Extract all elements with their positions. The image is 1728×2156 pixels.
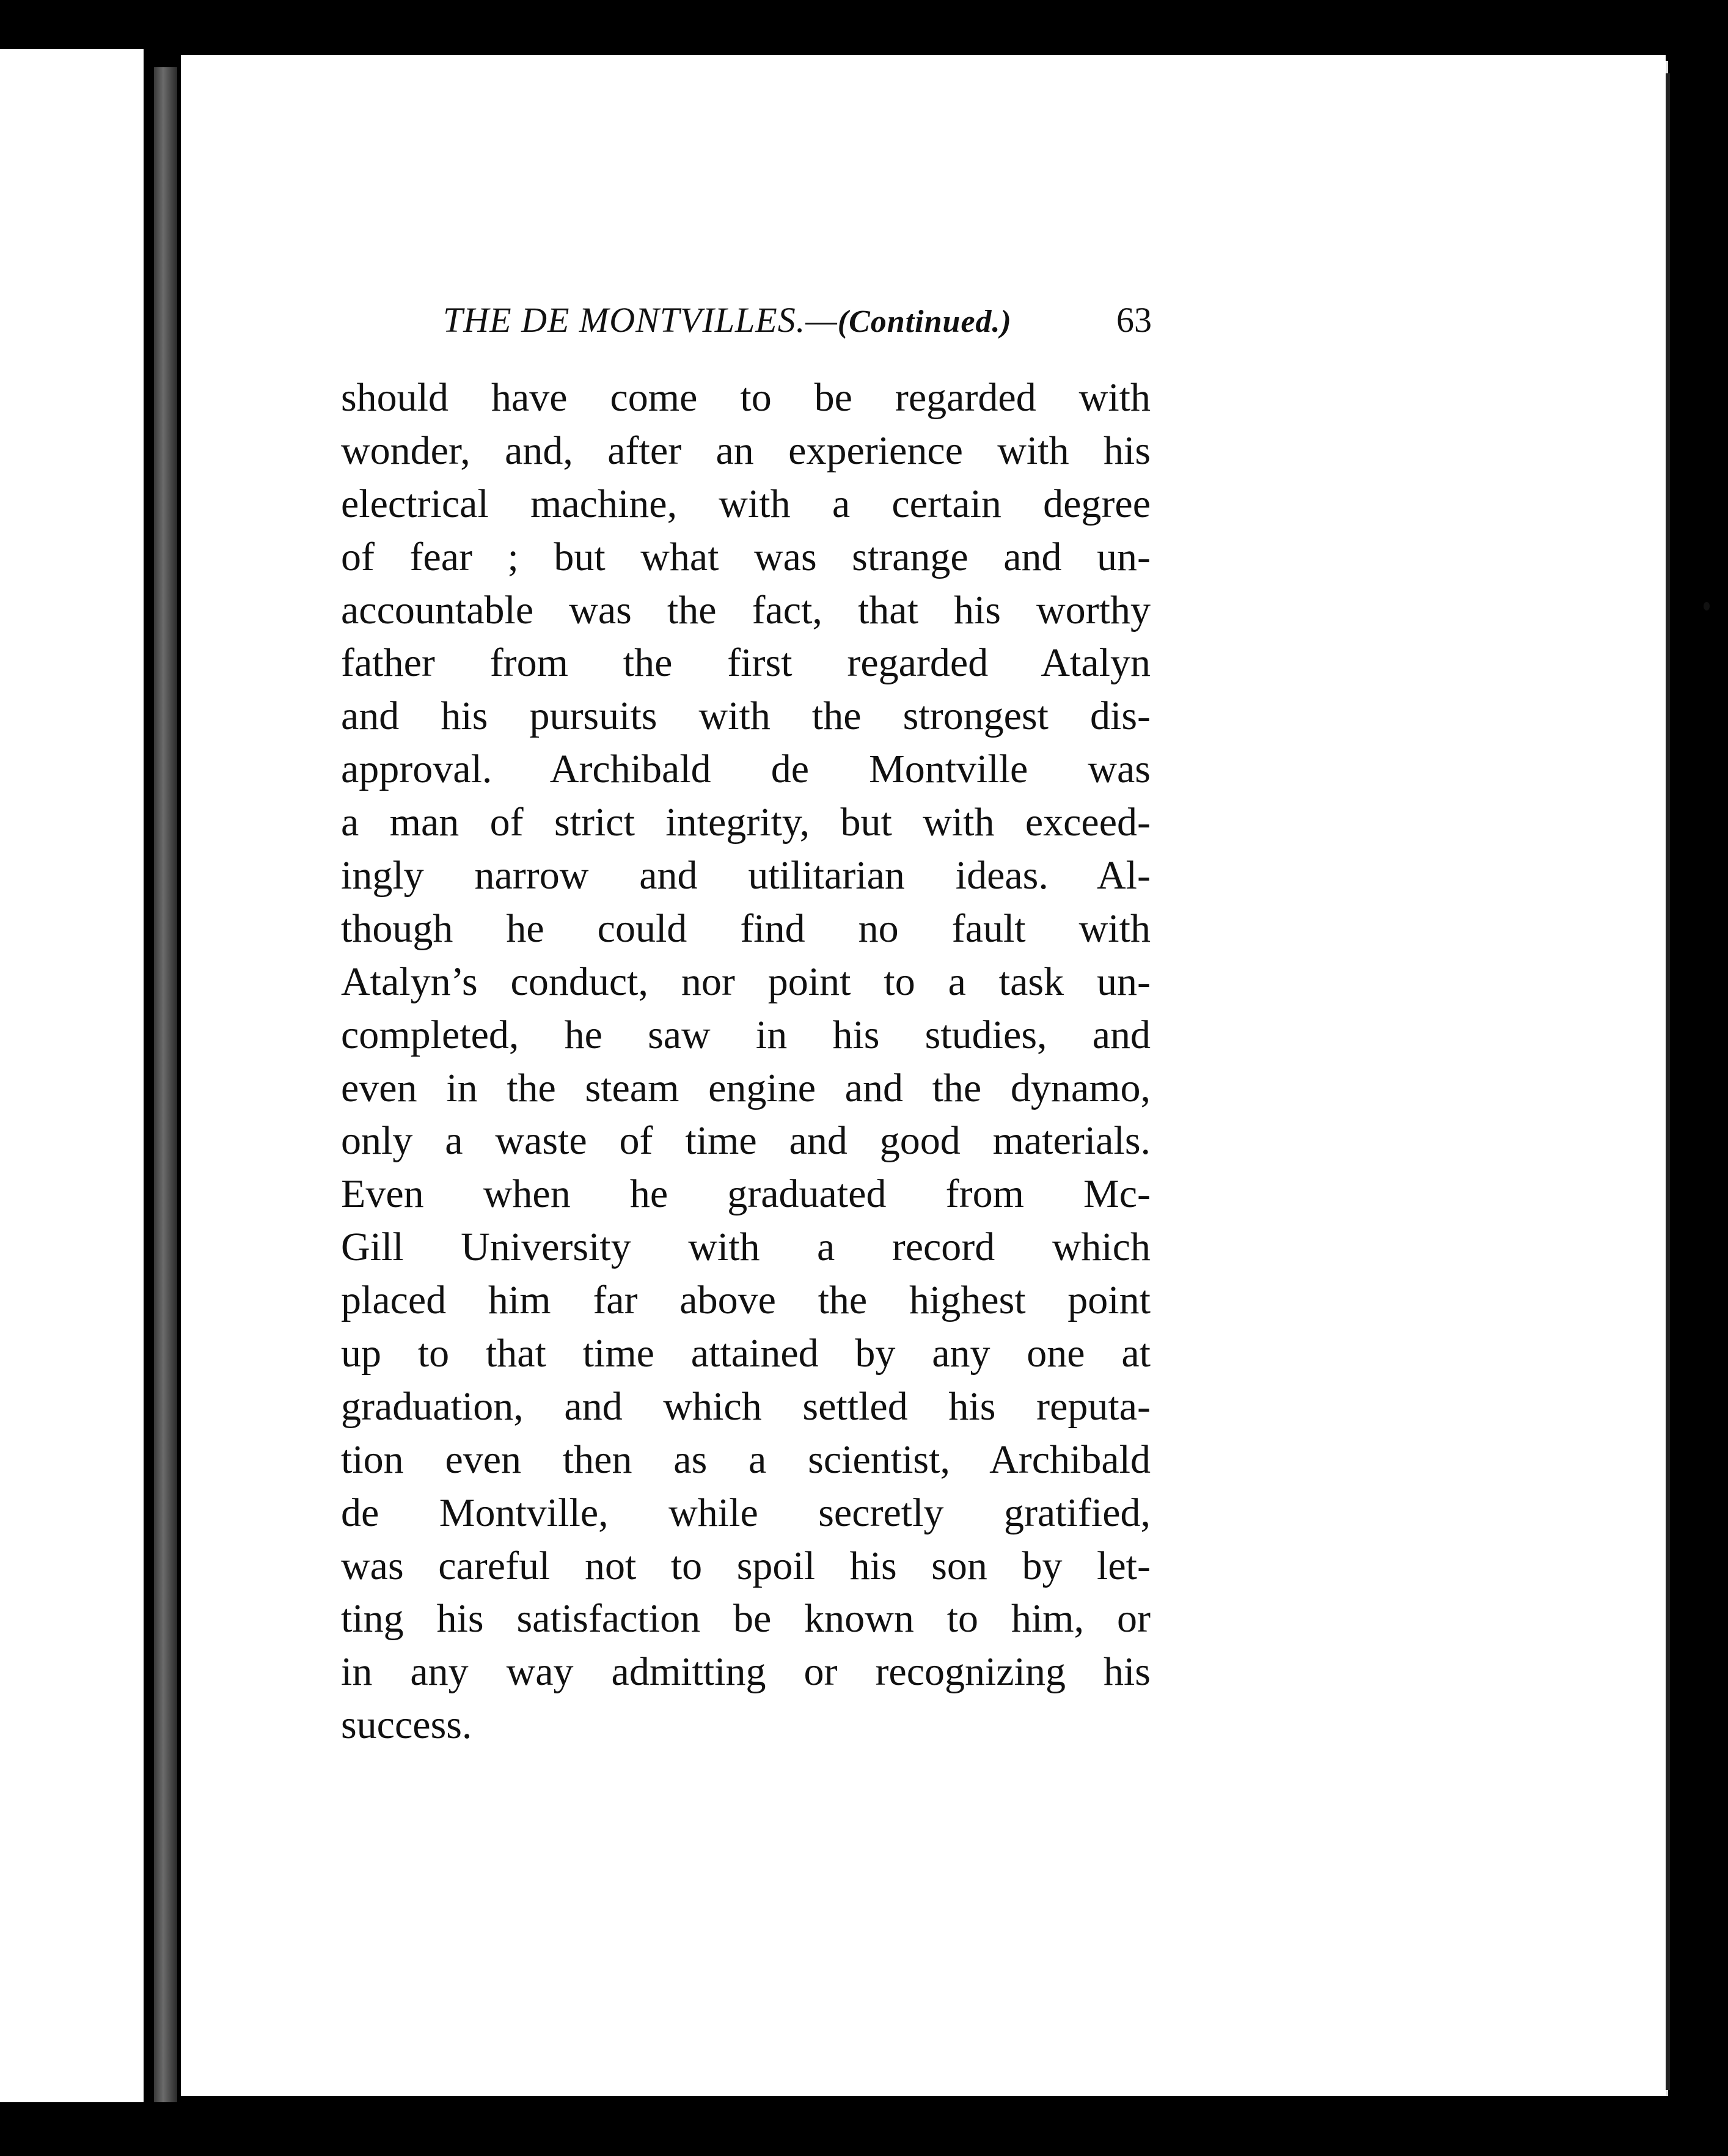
text-line: de Montville, while secretly gratified, [341,1490,1151,1535]
text-line: though he could find no fault with [341,906,1151,951]
text-line: graduation, and which settled his reputa- [341,1384,1151,1429]
text-line: wonder, and, after an experience with his [341,428,1151,473]
facing-page-edge [0,49,144,2102]
text-line: placed him far above the highest point [341,1278,1151,1323]
text-line: up to that time attained by any one at [341,1331,1151,1376]
text-line: and his pursuits with the strongest dis- [341,694,1151,739]
running-title [443,299,1012,340]
text-line: Atalyn’s conduct, nor point to a task un- [341,959,1151,1004]
text-line: accountable was the fact, that his worthy [341,587,1151,632]
text-line: father from the first regarded Atalyn [341,640,1151,686]
running-head [443,299,1152,348]
body-text [341,372,1151,1752]
scan-speck [1704,602,1710,610]
text-line: was careful not to spoil his son by let- [341,1543,1151,1588]
text-line: success. [341,1703,472,1748]
text-line: tion even then as a scientist, Archibald [341,1437,1151,1482]
text-line: Even when he graduated from Mc- [341,1172,1151,1217]
gutter-shadow [154,67,177,2102]
text-line: Gill University with a record which [341,1225,1151,1270]
text-line: completed, he saw in his studies, and [341,1012,1151,1057]
running-title-text: THE DE MONTVILLES.— [443,300,838,340]
text-line: ingly narrow and utilitarian ideas. Al- [341,853,1151,898]
text-line: of fear ; but what was strange and un- [341,534,1151,579]
text-line: in any way admitting or recognizing his [341,1649,1151,1695]
text-line: only a waste of time and good materials. [341,1118,1151,1164]
text-line: ting his satisfaction be known to him, or [341,1596,1151,1641]
page-number: 63 [1116,300,1152,340]
text-line: electrical machine, with a certain degree [341,481,1151,526]
text-line: a man of strict integrity, but with exceed- [341,800,1151,845]
text-line: should have come to be regarded with [341,375,1151,420]
text-line: approval. Archibald de Montville was [341,747,1151,792]
running-continued: (Continued.) [837,304,1012,339]
text-line: even in the steam engine and the dynamo, [341,1065,1151,1110]
